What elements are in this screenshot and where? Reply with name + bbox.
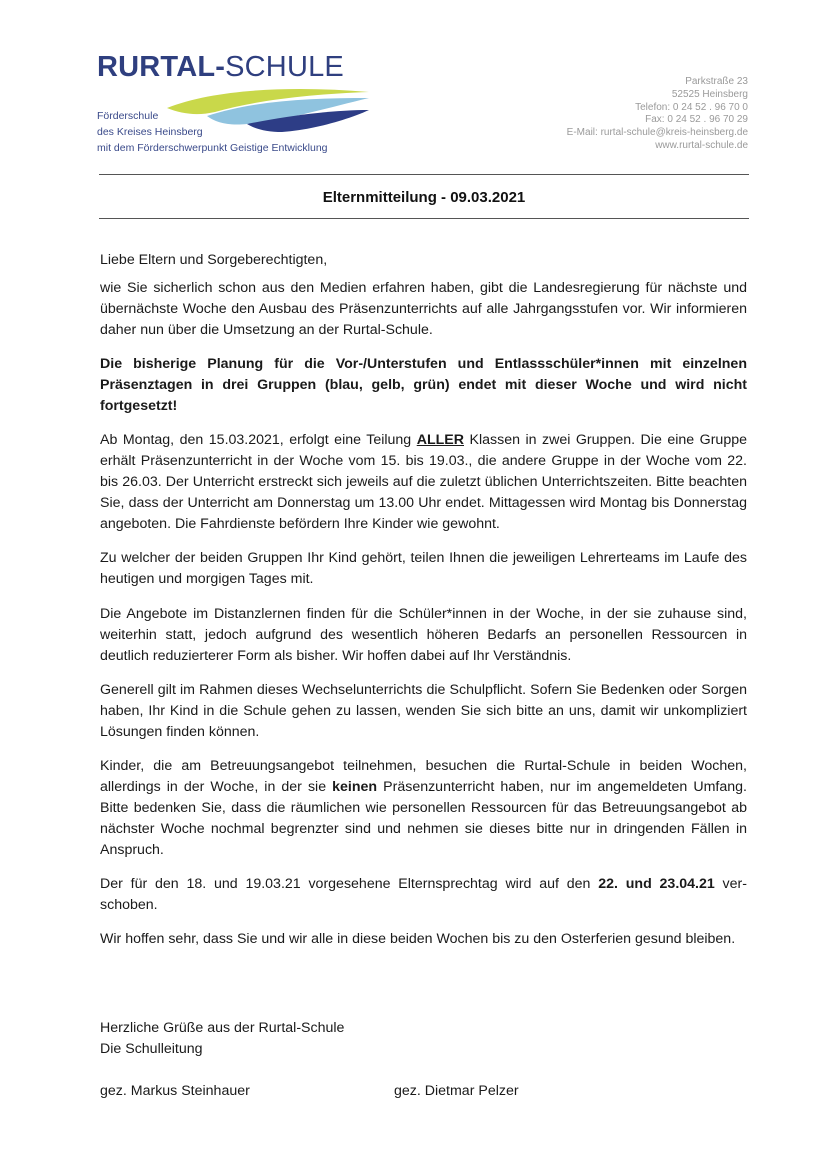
logo-line-1: Förderschule <box>97 110 159 122</box>
paragraph-3-a: Ab Montag, den 15.03.2021, erfolgt eine Teilung <box>100 432 417 449</box>
paragraph-9: Wir hoffen sehr, dass Sie und wir alle in diese beiden Wochen bis zu den Osterferien gesund bleiben. <box>100 931 736 948</box>
top-divider <box>99 174 749 175</box>
closing <box>100 1018 344 1060</box>
salutation: Liebe Eltern und Sorgeberechtigten, <box>100 252 328 268</box>
paragraph-8-c: ver-schoben. <box>100 876 747 914</box>
paragraph-7-emphasis: keinen <box>332 779 378 796</box>
logo-title-dash: - <box>215 51 226 83</box>
paragraph-8-a: Der für den 18. und 19.03.21 vorgesehene Elternsprechtag wird auf den <box>100 876 599 893</box>
paragraph-4: Zu welcher der beiden Gruppen Ihr Kind gehört, teilen Ihnen die jeweiligen Lehrerteams im Laufe des heutigen und morgigen Tages mit. <box>100 550 747 588</box>
paragraph-8-emphasis: 22. und 23.04.21 <box>598 876 715 893</box>
address-web: www.rurtal-schule.de <box>655 139 748 151</box>
closing-sender: Die Schulleitung <box>100 1040 203 1057</box>
letter-body <box>100 250 747 964</box>
address-fax: Fax: 0 24 52 . 96 70 29 <box>645 114 748 126</box>
address-email: E-Mail: rurtal-schule@kreis-heinsberg.de <box>566 127 748 139</box>
paragraph-2-bold: Die bisherige Planung für die Vor-/Unterstufen und Entlassschüler*innen mit einzelnen Präsenztagen in drei Gruppen (blau, gelb, grün) endet mit dieser Woche und wird nicht fortgesetzt! <box>100 356 747 414</box>
logo-line-3: mit dem Förderschwerpunkt Geistige Entwicklung <box>97 142 328 154</box>
paragraph-8 <box>100 874 747 916</box>
bottom-divider <box>99 218 749 219</box>
paragraph-3-emphasis: ALLER <box>416 432 464 449</box>
address-phone: Telefon: 0 24 52 . 96 70 0 <box>635 101 748 113</box>
letter-heading: Elternmitteilung - 09.03.2021 <box>322 189 526 206</box>
logo-title <box>97 50 344 84</box>
logo-title-bold: RURTAL <box>97 51 216 83</box>
signature-right: gez. Dietmar Pelzer <box>394 1083 519 1099</box>
address-city: 52525 Heinsberg <box>671 88 748 100</box>
logo-subtitle <box>97 108 328 156</box>
paragraph-3-c: Klassen in zwei Gruppen. Die eine Gruppe erhält Präsenzunterricht in der Woche vom 15. bis 19.03., die andere Gruppe in der Woche vom 22. bis 26.03. Der Unterricht erstreckt sich jeweils auf die zuletzt üblichen Unterrichtszeiten. Bitte beachten Sie, dass der Unterricht am Donnerstag um 13.00 Uhr endet. Mittagessen wird Montag bis Donnerstag angeboten. Die Fahrdienste befördern Ihre Kinder wie gewohnt. <box>100 432 747 532</box>
school-logo <box>97 50 372 160</box>
closing-greeting: Herzliche Grüße aus der Rurtal-Schule <box>100 1020 345 1036</box>
logo-title-light: SCHULE <box>225 51 344 83</box>
logo-line-2: des Kreises Heinsberg <box>97 126 203 138</box>
paragraph-5: Die Angebote im Distanzlernen finden für die Schüler*innen in der Woche, in der sie zuhause sind, weiterhin statt, jedoch aufgrund des wesentlich höheren Bedarfs an personellen Ressourcen in deutlich reduzierterer Form als bisher. Wir hoffen dabei auf Ihr Verständnis. <box>100 605 747 664</box>
paragraph-3 <box>100 430 747 535</box>
school-address <box>567 76 748 153</box>
address-street: Parkstraße 23 <box>685 76 748 87</box>
paragraph-7-c: Präsenzunterricht haben, nur im angemeldeten Umfang. Bitte bedenken Sie, dass die räumlichen wie personellen Ressourcen für das Betreuungsangebot ab nächster Woche nochmal begrenzter sind und nehmen sie dieses bitte nur in dringenden Fällen in Anspruch. <box>100 779 747 858</box>
signature-left: gez. Markus Steinhauer <box>100 1083 250 1099</box>
paragraph-7 <box>100 756 747 861</box>
paragraph-7-a: Kinder, die am Betreuungsangebot teilnehmen, besuchen die Rurtal-Schule in beiden Wochen, allerdings in der Woche, in der sie <box>100 758 747 796</box>
paragraph-6: Generell gilt im Rahmen dieses Wechselunterrichts die Schulpflicht. Sofern Sie Bedenken oder Sorgen haben, Ihr Kind in die Schule gehen zu lassen, wenden Sie sich bitte an uns, damit wir unkompliziert Lösungen finden können. <box>100 681 747 740</box>
paragraph-1: wie Sie sicherlich schon aus den Medien erfahren haben, gibt die Landesregierung für nächste und übernächste Woche den Ausbau des Präsenzunterrichts auf alle Jahrgangsstufen vor. Wir informieren daher nun über die Umsetzung an der Rurtal-Schule. <box>100 279 747 338</box>
